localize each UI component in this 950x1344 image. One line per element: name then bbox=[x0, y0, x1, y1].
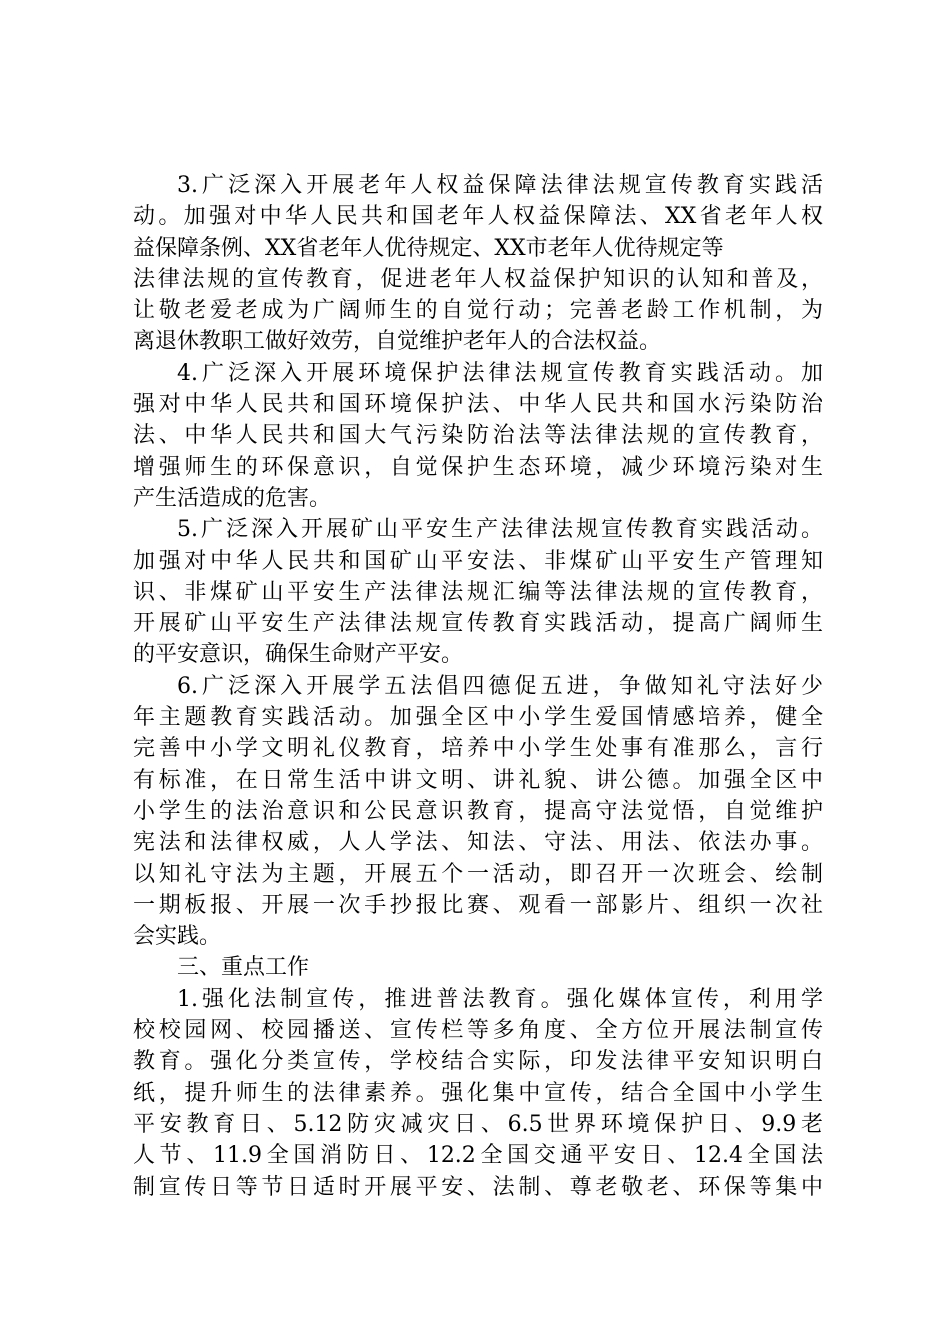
document-body bbox=[133, 170, 823, 1203]
text-line: 开展矿山平安生产法律法规宣传教育实践活动，提高广阔师生 bbox=[133, 611, 823, 637]
text-line: 的平安意识，确保生命财产平安。 bbox=[133, 642, 464, 668]
text-line: 3.广泛深入开展老年人权益保障法律法规宣传教育实践活 bbox=[177, 173, 823, 198]
text-line: 有标准，在日常生活中讲文明、讲礼貌、讲公德。加强全区中 bbox=[133, 767, 823, 793]
text-line: 产生活造成的危害。 bbox=[133, 485, 332, 511]
text-line: 人节、11.9全国消防日、12.2全国交通平安日、12.4全国法 bbox=[133, 1143, 823, 1169]
text-line: 离退休教职工做好效劳，自觉维护老年人的合法权益。 bbox=[133, 329, 662, 355]
text-line: 加强对中华人民共和国矿山平安法、非煤矿山平安生产管理知 bbox=[133, 548, 823, 574]
text-line: 宪法和法律权威，人人学法、知法、守法、用法、依法办事。 bbox=[133, 830, 823, 856]
text-line: 法、中华人民共和国大气污染防治法等法律法规的宣传教育， bbox=[133, 423, 823, 449]
text-line: 校校园网、校园播送、宣传栏等多角度、全方位开展法制宣传 bbox=[133, 1018, 823, 1044]
text-line: 年主题教育实践活动。加强全区中小学生爱国情感培养，健全 bbox=[133, 705, 823, 731]
text-line: 6.广泛深入开展学五法倡四德促五进，争做知礼守法好少 bbox=[177, 673, 823, 699]
text-line: 5.广泛深入开展矿山平安生产法律法规宣传教育实践活动。 bbox=[177, 517, 823, 543]
text-line: 教育。强化分类宣传，学校结合实际，印发法律平安知识明白 bbox=[133, 1049, 823, 1075]
text-line: 会实践。 bbox=[133, 924, 222, 950]
text-line: 三、重点工作 bbox=[177, 955, 310, 981]
text-line: 强对中华人民共和国环境保护法、中华人民共和国水污染防治 bbox=[133, 392, 823, 418]
text-line: 1.强化法制宣传，推进普法教育。强化媒体宣传，利用学 bbox=[177, 986, 823, 1012]
text-line: 小学生的法治意识和公民意识教育，提高守法觉悟，自觉维护 bbox=[133, 798, 823, 824]
text-line: 以知礼守法为主题，开展五个一活动，即召开一次班会、绘制 bbox=[133, 861, 823, 887]
text-line: 法律法规的宣传教育，促进老年人权益保护知识的认知和普及， bbox=[133, 266, 823, 292]
text-line: 完善中小学文明礼仪教育，培养中小学生处事有准那么，言行 bbox=[133, 736, 823, 762]
text-line: 平安教育日、5.12防灾减灾日、6.5世界环境保护日、9.9老 bbox=[133, 1111, 823, 1137]
text-line: 让敬老爱老成为广阔师生的自觉行动；完善老龄工作机制，为 bbox=[133, 298, 823, 324]
text-line: 增强师生的环保意识，自觉保护生态环境，减少环境污染对生 bbox=[133, 454, 823, 480]
text-line: 动。加强对中华人民共和国老年人权益保障法、XX省老年人权 bbox=[133, 204, 823, 230]
text-line: 4.广泛深入开展环境保护法律法规宣传教育实践活动。加 bbox=[177, 360, 823, 386]
text-line: 益保障条例、XX省老年人优待规定、XX市老年人优待规定等 bbox=[133, 235, 724, 261]
text-line: 制宣传日等节日适时开展平安、法制、尊老敬老、环保等集中 bbox=[133, 1174, 823, 1200]
text-line: 纸，提升师生的法律素养。强化集中宣传，结合全国中小学生 bbox=[133, 1080, 823, 1106]
text-line: 一期板报、开展一次手抄报比赛、观看一部影片、组织一次社 bbox=[133, 892, 823, 918]
text-line: 识、非煤矿山平安生产法律法规汇编等法律法规的宣传教育， bbox=[133, 579, 823, 605]
